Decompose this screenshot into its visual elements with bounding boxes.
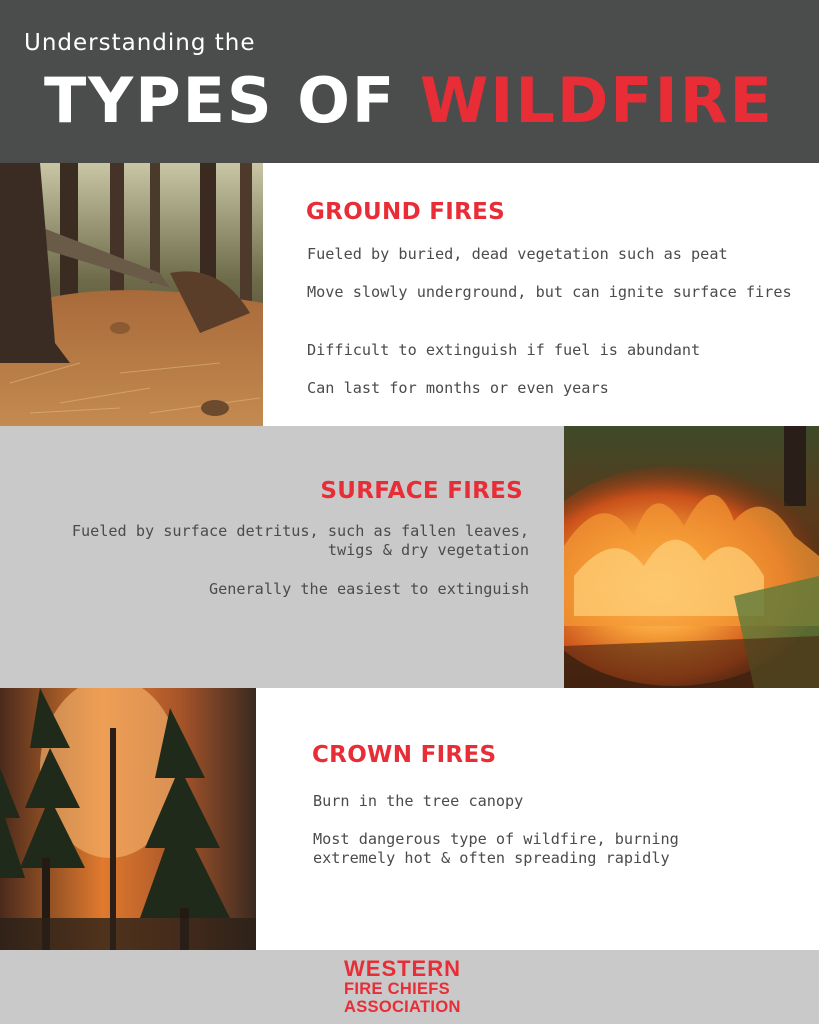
surface-fire-photo bbox=[564, 426, 819, 688]
organization-logo bbox=[344, 958, 494, 1016]
title-highlight: WILDFIRE bbox=[419, 64, 774, 137]
surface-fires-item-1: Fueled by surface detritus, such as fallen leaves, twigs & dry vegetation bbox=[71, 522, 529, 559]
crown-fires-item-1: Burn in the tree canopy bbox=[313, 792, 524, 810]
title-prefix: TYPES OF bbox=[44, 64, 420, 137]
header-subtitle: Understanding the bbox=[24, 30, 256, 56]
logo-line-1: WESTERN bbox=[344, 956, 461, 981]
surface-fires-title: SURFACE FIRES bbox=[320, 478, 523, 504]
ground-fire-photo bbox=[0, 163, 263, 426]
ground-fires-item-4: Can last for months or even years bbox=[307, 379, 609, 397]
crown-fires-title: CROWN FIRES bbox=[312, 742, 497, 768]
header-banner bbox=[0, 0, 819, 163]
page-title bbox=[44, 66, 774, 136]
ground-fires-title: GROUND FIRES bbox=[306, 199, 506, 225]
ground-fires-item-3: Difficult to extinguish if fuel is abundant bbox=[307, 341, 701, 359]
ground-fires-item-1: Fueled by buried, dead vegetation such as peat bbox=[307, 245, 728, 263]
logo-line-2: FIRE CHIEFS bbox=[344, 980, 450, 998]
crown-fire-photo bbox=[0, 688, 256, 950]
surface-fires-item-2: Generally the easiest to extinguish bbox=[208, 580, 529, 598]
ground-fires-item-2: Move slowly underground, but can ignite surface fires bbox=[307, 283, 792, 301]
logo-line-3: ASSOCIATION bbox=[344, 998, 461, 1016]
crown-fires-item-2: Most dangerous type of wildfire, burning extremely hot & often spreading rapidly bbox=[313, 830, 679, 867]
